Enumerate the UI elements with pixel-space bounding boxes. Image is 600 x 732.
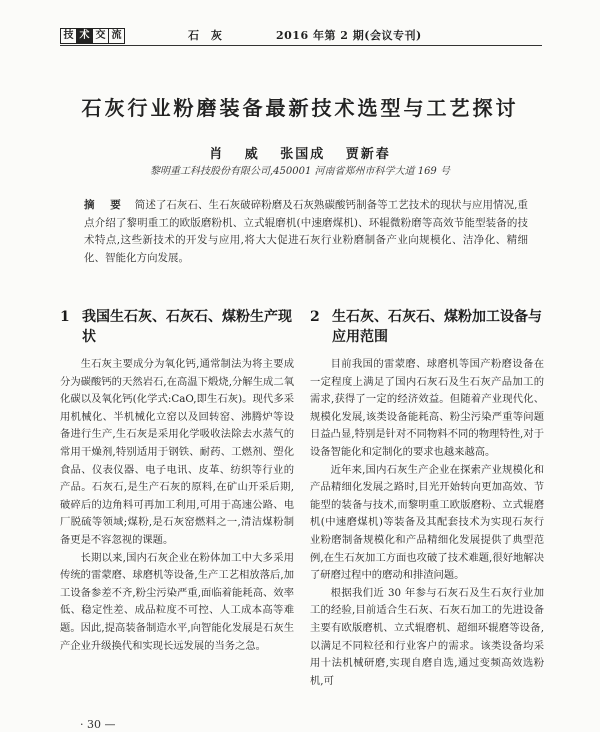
section-1-number: 1	[60, 309, 70, 325]
abstract	[84, 197, 528, 267]
article-title: 石灰行业粉磨装备最新技术选型与工艺探讨	[81, 96, 519, 120]
article-authors: 肖 威 张国成 贾新春	[209, 147, 391, 162]
issue-info: 2016 年第 2 期(会议专刊)	[276, 29, 422, 42]
section-2-paragraph-2: 近年来,国内石灰生产企业在探索产业规模化和产品精细化发展之路时,目光开始转向更加高效、节能型的装备与技术,而黎明重工欧版磨粉、立式辊磨机(中速磨煤机)等装备及其配套技术为实现石灰行业粉磨制备规模化和产品精细化发展提供了典型范例,在生石灰加工方面也攻破了技术难题,很好地解决了研磨过程中的磨动和排渣问题。	[310, 463, 544, 582]
logo-char-2: 术	[76, 28, 93, 44]
running-header	[60, 28, 542, 46]
article-affiliation: 黎明重工科技股份有限公司,450001 河南省郑州市科学大道 169 号	[150, 166, 450, 177]
section-2-paragraph-1: 目前我国的雷蒙磨、球磨机等国产粉磨设备在一定程度上满足了国内石灰石及生石灰产品加工的需求,获得了一定的经济效益。但随着产业现代化、规模化发展,该类设备能耗高、粉尘污染严重等问题日益凸显,特别是针对不同物料不同的物理特性,对于设备智能化和定制化的要求也越来越高。	[310, 358, 544, 458]
section-1-paragraph-1: 生石灰主要成分为氧化钙,通常制法为将主要成分为碳酸钙的天然岩石,在高温下煅烧,分解生成二氧化碳以及氧化钙(化学式:CaO,即生石灰)。现代多采用机械化、半机械化立窑以及回转窑、沸腾炉等设备进行生产,生石灰是采用化学吸收法除去水蒸气的常用干燥剂,特别适用于钢铁、耐药、工燃剂、塑化食品、仪表仪器、电子电讯、皮革、纺织等行业的产品。石灰石,是生产石灰的原料,在矿山开采后期,破碎后的边角料可再加工利用,可用于高速公路、电厂脱硫等领域;煤粉,是石灰窑燃料之一,清洁煤粉制备更是不容忽视的课题。	[60, 358, 294, 546]
logo-char-4: 流	[108, 28, 125, 44]
section-2-title: 生石灰、石灰石、煤粉加工设备与应用范围	[332, 309, 542, 345]
column-logo	[60, 28, 124, 44]
section-1-heading	[60, 307, 294, 347]
logo-char-1: 技	[60, 28, 77, 44]
journal-name: 石 灰	[188, 29, 226, 42]
right-column	[310, 307, 544, 690]
section-2-paragraph-3: 根据我们近 30 年参与石灰石及生石灰行业加工的经验,目前适合生石灰、石灰石加工的先进设备主要有欧版磨机、立式辊磨机、超细环辊磨等设备,以满足不同粒径和行业客户的需求。该类设备均采用十法机械研磨,实现自磨自选,通过变频高效选粉机,可	[310, 586, 544, 687]
page-number: · 30 —	[80, 718, 116, 731]
logo-char-3: 交	[92, 28, 109, 44]
header-rule	[60, 45, 542, 46]
left-column	[60, 307, 294, 655]
abstract-label: 摘 要	[84, 199, 127, 211]
section-1-paragraph-2: 长期以来,国内石灰企业在粉体加工中大多采用传统的雷蒙磨、球磨机等设备,生产工艺相放落后,加工设备参差不齐,粉尘污染严重,面临着能耗高、效率低、稳定性差、成品粒度不可控、人工成本高等难题。因此,提高装备制造水平,向智能化发展是石灰生产企业升级换代和实现长远发展的当务之急。	[60, 551, 294, 652]
abstract-text: 简述了石灰石、生石灰破碎粉磨及石灰熟碳酸钙制备等工艺技术的现状与应用情况,重点介绍了黎明重工的欧版磨粉机、立式辊磨机(中速磨煤机)、环辊微粉磨等高效节能型装备的技术特点,这些新技术的开发与应用,将大大促进石灰行业粉磨制备产业向规模化、洁净化、精细化、智能化方向发展。	[84, 199, 529, 264]
section-2-number: 2	[310, 309, 320, 325]
section-2-heading	[310, 307, 544, 347]
section-1-title: 我国生石灰、石灰石、煤粉生产现状	[82, 309, 292, 345]
